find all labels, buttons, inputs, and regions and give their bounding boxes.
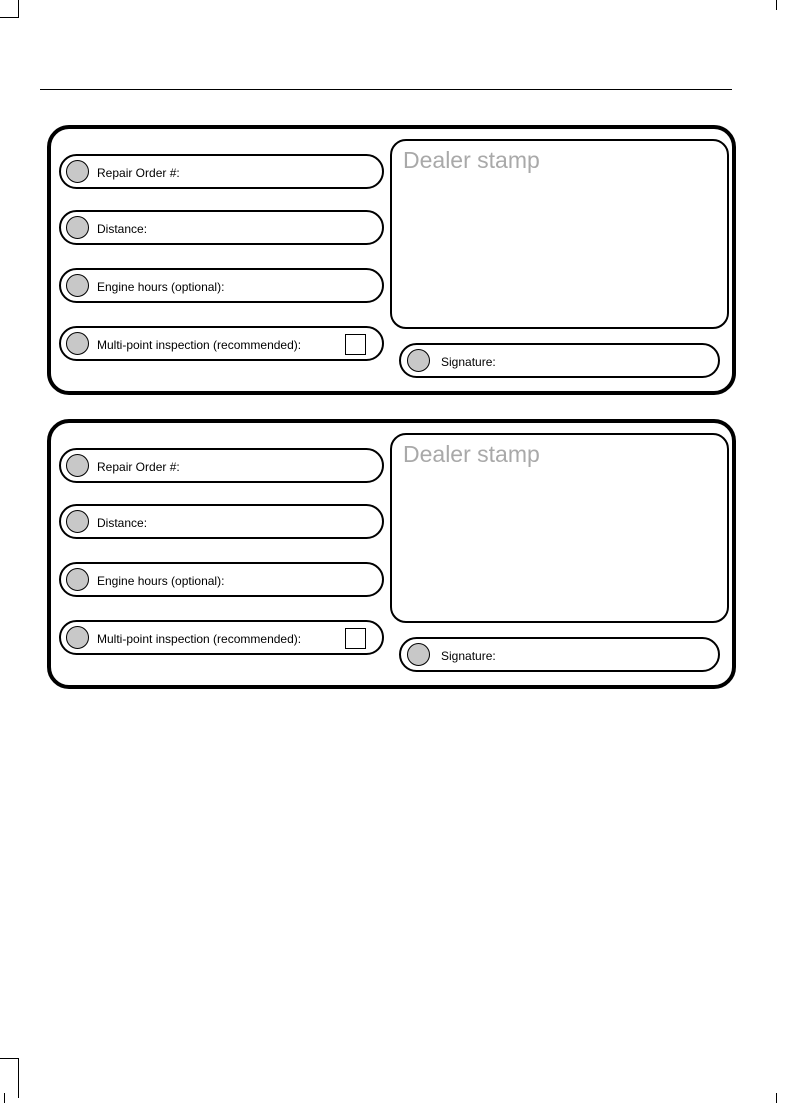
multipoint-inspection-field	[59, 620, 384, 655]
crop-mark-bottom-left-v2	[4, 1093, 5, 1103]
multipoint-inspection-label: Multi-point inspection (recommended):	[97, 338, 302, 352]
field-marker-icon	[66, 332, 89, 355]
dealer-stamp-label: Dealer stamp	[403, 441, 540, 467]
field-marker-icon	[66, 160, 89, 183]
signature-field[interactable]	[399, 343, 720, 378]
dealer-stamp-box[interactable]	[390, 433, 729, 623]
repair-order-field[interactable]	[59, 154, 384, 189]
distance-field[interactable]	[59, 504, 384, 539]
engine-hours-field[interactable]	[59, 268, 384, 303]
repair-order-label: Repair Order #:	[97, 460, 180, 474]
multipoint-inspection-label: Multi-point inspection (recommended):	[97, 632, 302, 646]
distance-label: Distance:	[97, 222, 148, 236]
repair-order-label: Repair Order #:	[97, 166, 180, 180]
field-marker-icon	[66, 454, 89, 477]
engine-hours-field[interactable]	[59, 562, 384, 597]
multipoint-inspection-checkbox[interactable]	[345, 628, 366, 649]
repair-order-field[interactable]	[59, 448, 384, 483]
header-rule	[40, 89, 732, 90]
signature-label: Signature:	[441, 649, 496, 663]
field-marker-icon	[66, 626, 89, 649]
engine-hours-label: Engine hours (optional):	[97, 280, 225, 294]
crop-mark-bottom-left-h	[0, 1058, 18, 1059]
field-marker-icon	[407, 349, 430, 372]
distance-field[interactable]	[59, 210, 384, 245]
field-marker-icon	[66, 216, 89, 239]
crop-mark-bottom-right-v	[776, 1093, 777, 1103]
crop-mark-top-left-h	[0, 17, 18, 18]
service-record-card	[47, 125, 736, 395]
distance-label: Distance:	[97, 516, 148, 530]
crop-mark-top-left-v	[18, 0, 19, 18]
signature-label: Signature:	[441, 355, 496, 369]
signature-field[interactable]	[399, 637, 720, 672]
engine-hours-label: Engine hours (optional):	[97, 574, 225, 588]
crop-mark-top-right-v	[776, 0, 777, 10]
field-marker-icon	[407, 643, 430, 666]
crop-mark-bottom-left-v	[18, 1058, 19, 1098]
dealer-stamp-box[interactable]	[390, 139, 729, 329]
field-marker-icon	[66, 568, 89, 591]
multipoint-inspection-checkbox[interactable]	[345, 334, 366, 355]
service-record-card	[47, 419, 736, 689]
multipoint-inspection-field	[59, 326, 384, 361]
dealer-stamp-label: Dealer stamp	[403, 147, 540, 173]
field-marker-icon	[66, 274, 89, 297]
field-marker-icon	[66, 510, 89, 533]
